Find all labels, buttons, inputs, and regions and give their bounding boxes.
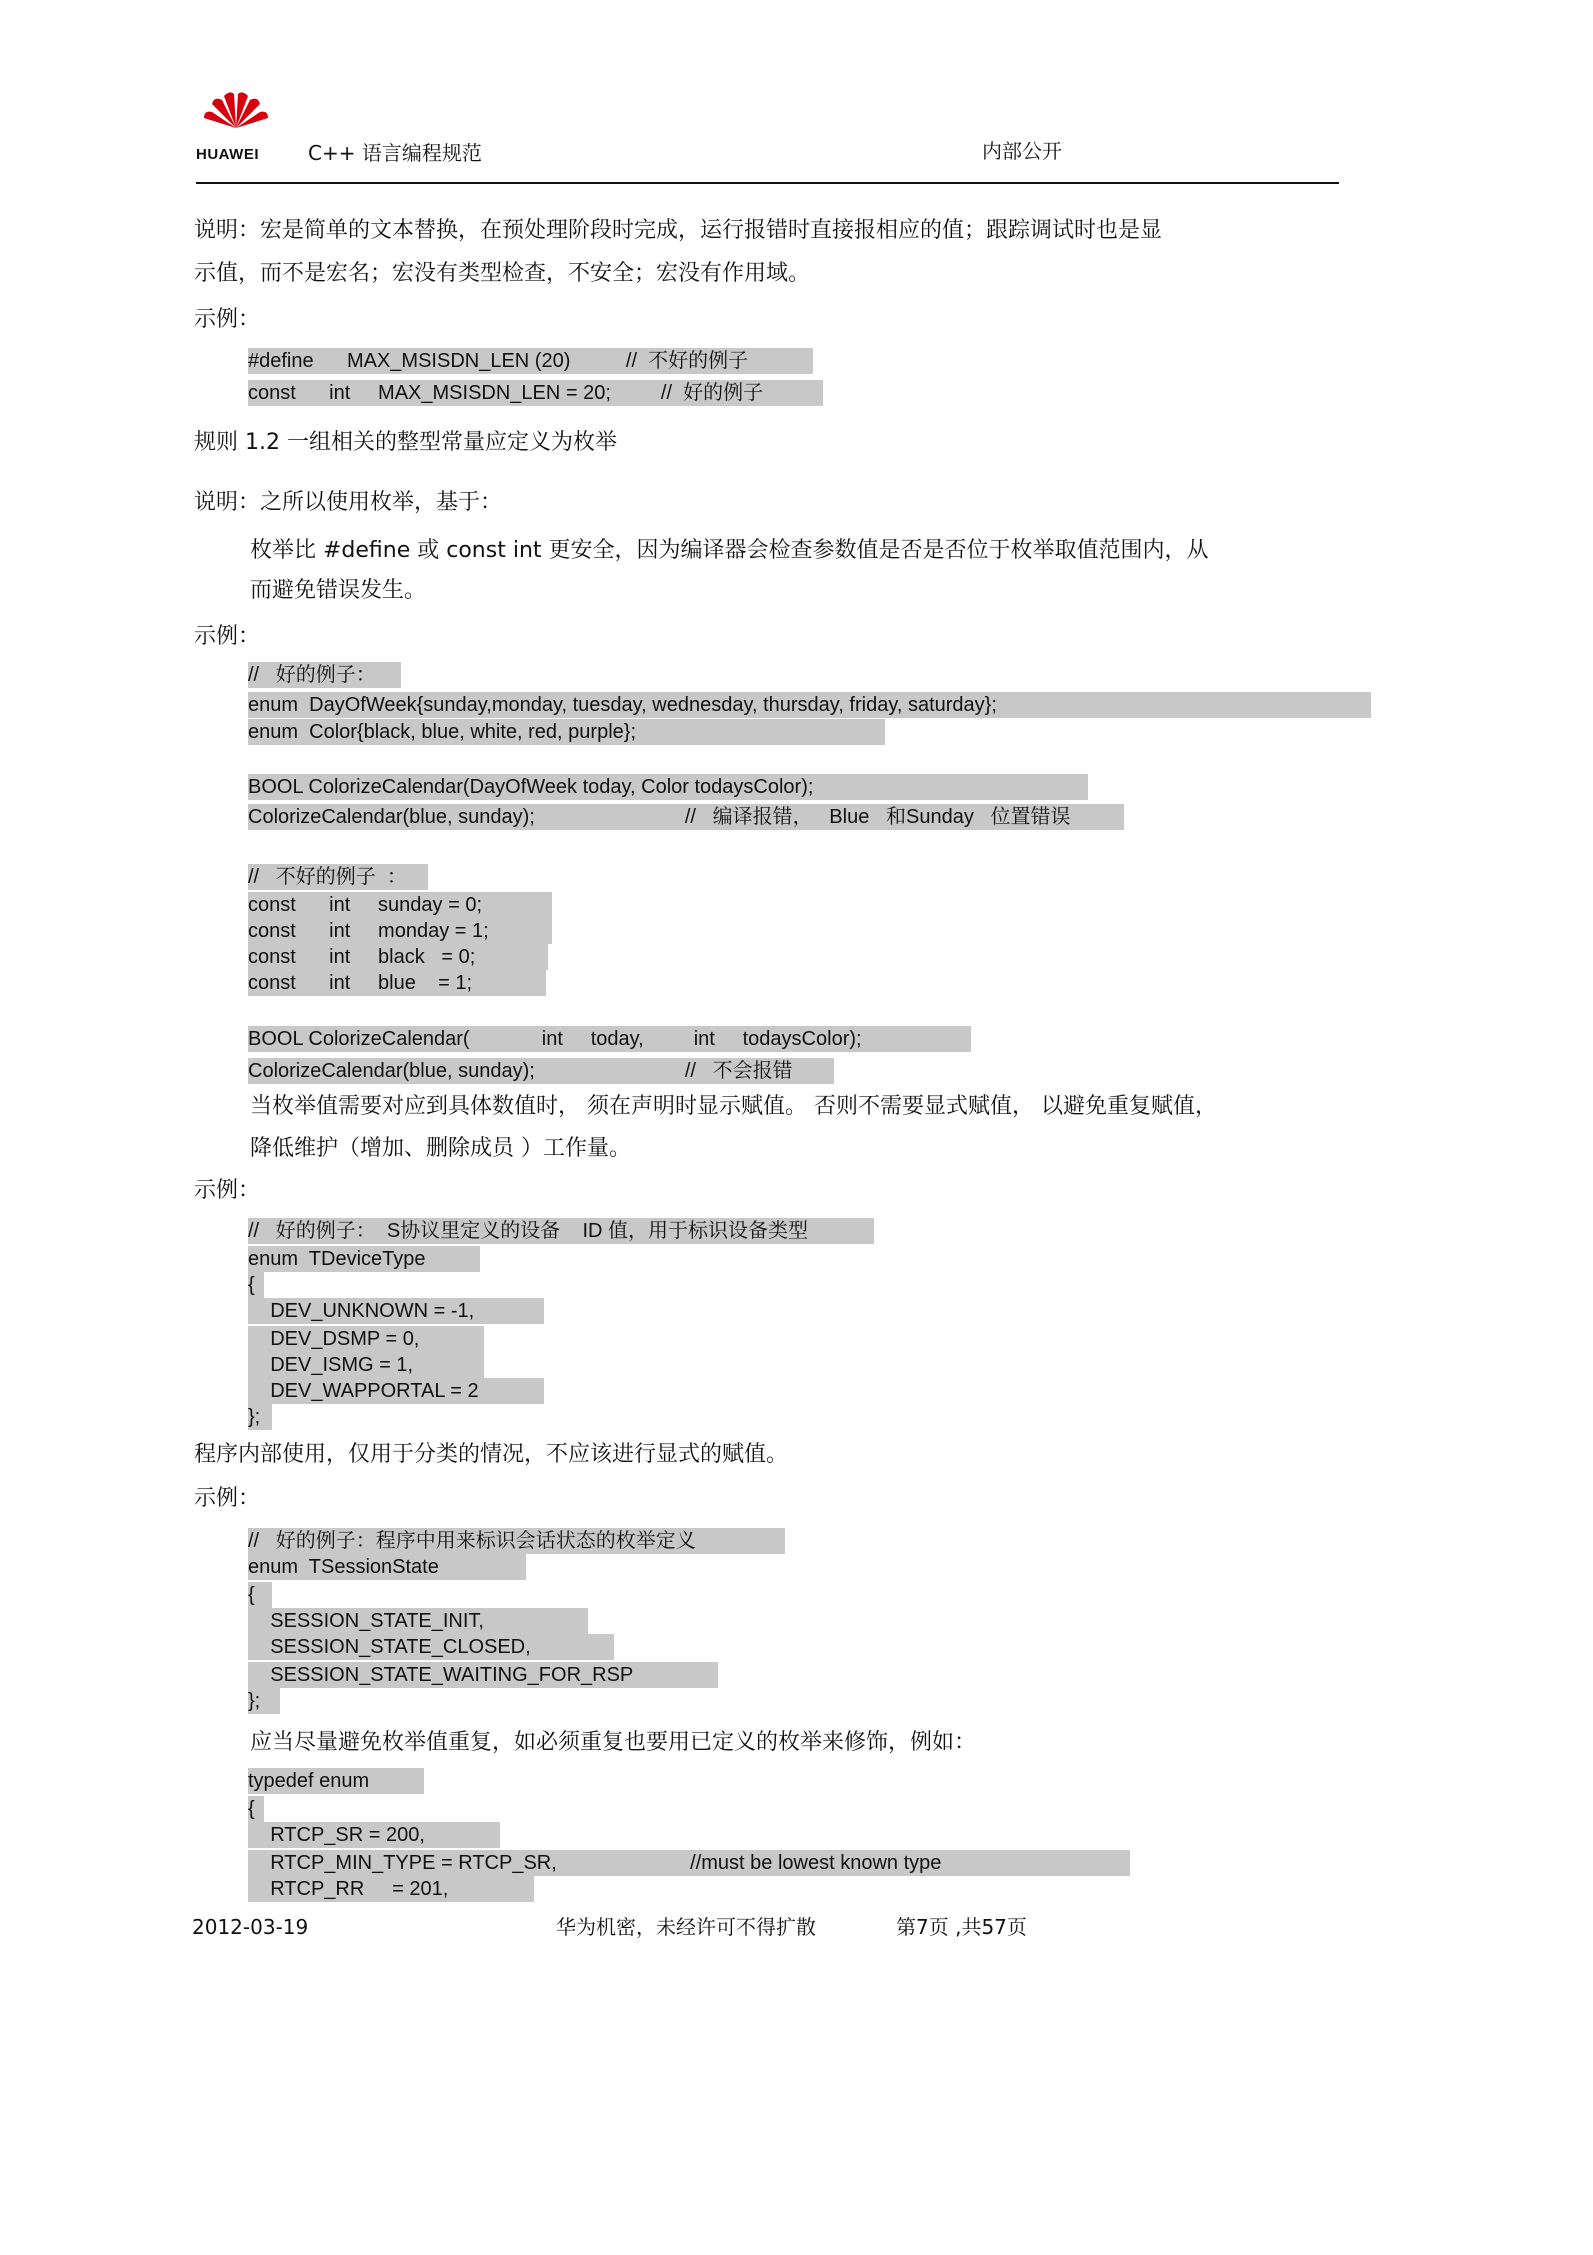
enum-assign-note-2: 降低维护（增加、删除成员 ）工作量。 [250,1136,631,1161]
reason-line-1: 枚举比 #define 或 const int 更安全，因为编译器会检查参数值是否是否位于枚举取值范围内，从 [250,538,1209,563]
code-line: // 好的例子： [248,662,401,688]
rule-heading: 规则 1.2 一组相关的整型常量应定义为枚举 [194,430,617,455]
code-line: RTCP_MIN_TYPE = RTCP_SR, //must be lowest known type [248,1850,1130,1876]
code-line: RTCP_SR = 200, [248,1822,500,1848]
header-divider [196,182,1339,184]
code-line: const int blue = 1; [248,970,546,996]
document-title: C++ 语言编程规范 [308,141,482,165]
code-line: enum DayOfWeek{sunday,monday, tuesday, wednesday, thursday, friday, saturday}; [248,692,1371,718]
code-line: SESSION_STATE_WAITING_FOR_RSP [248,1662,718,1688]
example-label: 示例： [194,1178,261,1203]
footer-confidential: 华为机密，未经许可不得扩散 [556,1915,816,1939]
code-line: BOOL ColorizeCalendar(DayOfWeek today, Color todaysColor); [248,774,1088,800]
code-line: DEV_UNKNOWN = -1, [248,1298,544,1324]
code-line: SESSION_STATE_CLOSED, [248,1634,614,1660]
code-line: const int sunday = 0; [248,892,552,918]
code-line: ColorizeCalendar(blue, sunday); // 编译报错， Blue 和Sunday 位置错误 [248,804,1124,830]
code-line: DEV_WAPPORTAL = 2 [248,1378,544,1404]
reason-line-2: 而避免错误发生。 [250,578,427,603]
code-line: #define MAX_MSISDN_LEN (20) // 不好的例子 [248,348,813,374]
code-line: const int black = 0; [248,944,548,970]
code-line: enum TDeviceType [248,1246,480,1272]
code-line: enum Color{black, blue, white, red, purple}; [248,719,885,745]
code-line: // 好的例子：程序中用来标识会话状态的枚举定义 [248,1528,785,1554]
internal-use-note: 程序内部使用，仅用于分类的情况，不应该进行显式的赋值。 [194,1442,789,1467]
duplicate-value-note: 应当尽量避免枚举值重复，如必须重复也要用已定义的枚举来修饰，例如： [250,1730,977,1755]
logo-wordmark: HUAWEI [196,146,259,163]
code-line: // 不好的例子 ： [248,864,428,890]
code-line: { [248,1582,272,1608]
code-line: BOOL ColorizeCalendar( int today, int todaysColor); [248,1026,971,1052]
footer-date: 2012-03-19 [192,1915,309,1939]
explanation-line-1: 说明：宏是简单的文本替换，在预处理阶段时完成，运行报错时直接报相应的值；跟踪调试时也是显 [194,218,1163,243]
code-line: // 好的例子： S协议里定义的设备 ID 值，用于标识设备类型 [248,1218,874,1244]
code-line: SESSION_STATE_INIT, [248,1608,588,1634]
enum-assign-note-1: 当枚举值需要对应到具体数值时， 须在声明时显示赋值。 否则不需要显式赋值， 以避免重复赋值， [250,1094,1217,1119]
example-label: 示例： [194,307,261,332]
code-line: enum TSessionState [248,1554,526,1580]
explanation-line-2: 示值，而不是宏名；宏没有类型检查，不安全；宏没有作用域。 [194,261,811,286]
code-line: const int MAX_MSISDN_LEN = 20; // 好的例子 [248,380,823,406]
code-line: { [248,1796,264,1822]
explanation-enum: 说明：之所以使用枚举，基于： [194,490,503,515]
footer-page-number: 第7页 ,共57页 [896,1915,1027,1939]
code-line: }; [248,1404,272,1430]
code-line: DEV_ISMG = 1, [248,1352,484,1378]
code-line: }; [248,1688,280,1714]
code-line: const int monday = 1; [248,918,552,944]
code-line: typedef enum [248,1768,424,1794]
huawei-logo [196,88,276,146]
example-label: 示例： [194,624,261,649]
code-line: ColorizeCalendar(blue, sunday); // 不会报错 [248,1058,834,1084]
code-line: { [248,1272,264,1298]
code-line: DEV_DSMP = 0, [248,1326,484,1352]
classification-label: 内部公开 [982,139,1062,163]
example-label: 示例： [194,1486,261,1511]
code-line: RTCP_RR = 201, [248,1876,534,1902]
